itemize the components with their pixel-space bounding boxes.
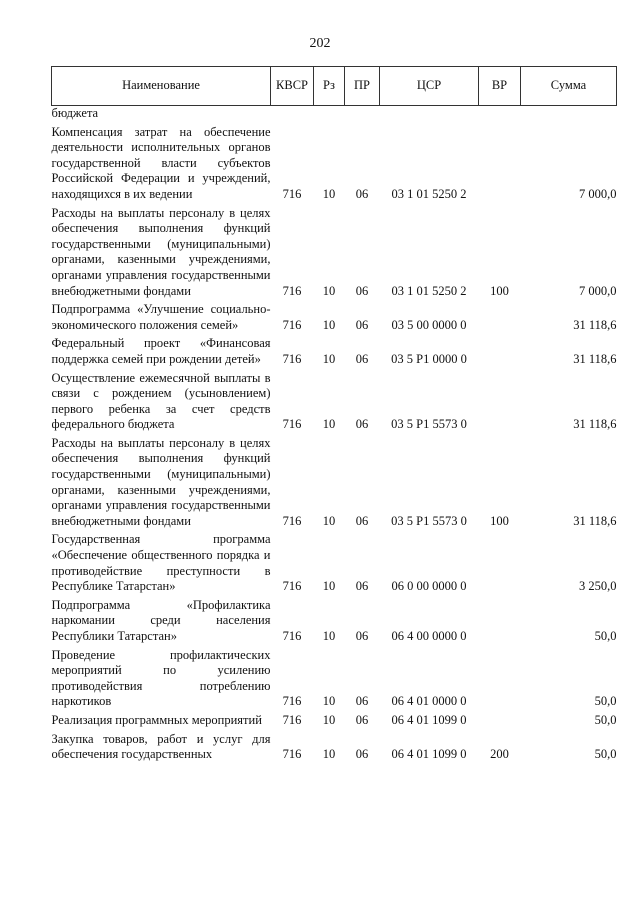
cell-vr	[479, 106, 521, 125]
cell-kvsr: 716	[282, 317, 302, 332]
header-kvsr: КВСР	[271, 67, 314, 106]
cell-name: Расходы на выплаты персоналу в целях обеспечения выполнения функций государственными (муниципальными) органами, казенными учреждениями, органами управления государственными внебюджетными фондами	[51, 205, 271, 298]
cell-vr	[479, 648, 521, 713]
table-row	[52, 336, 617, 370]
cell-name: Закупка товаров, работ и услуг для обеспечения государственных	[51, 731, 271, 762]
cell-name: Подпрограмма «Профилактика наркомании среди населения Республики Татарстан»	[51, 597, 271, 643]
header-rz: Рз	[314, 67, 345, 106]
cell-kvsr: 716	[282, 351, 302, 366]
table-row	[52, 125, 617, 206]
cell-sum: 31 118,6	[573, 513, 617, 528]
cell-kvsr: 716	[282, 712, 302, 727]
cell-name: Федеральный проект «Финансовая поддержка семей при рождении детей»	[51, 336, 271, 366]
cell-sum: 3 250,0	[579, 579, 617, 594]
cell-name: Компенсация затрат на обеспечение деятельности исполнительных органов государственной власти субъектов Российской Федерации и учреждений, находящихся в их ведении	[51, 124, 271, 201]
cell-rz: 10	[322, 629, 336, 643]
cell-rz: 10	[322, 694, 336, 709]
cell-rz: 10	[322, 283, 336, 298]
cell-name: бюджета	[51, 106, 99, 120]
cell-csr: 03 5 P1 0000 0	[391, 351, 467, 366]
cell-kvsr: 716	[282, 513, 302, 528]
header-sum: Сумма	[521, 67, 617, 106]
cell-pr: 06	[355, 186, 369, 201]
cell-rz	[314, 106, 345, 125]
cell-sum: 31 118,6	[573, 351, 617, 366]
cell-kvsr: 716	[282, 629, 302, 643]
cell-sum: 31 118,6	[573, 317, 617, 332]
cell-name: Государственная программа «Обеспечение общественного порядка и противодействие преступности в Республике Татарстан»	[51, 532, 271, 594]
cell-vr	[479, 371, 521, 436]
page-number: 202	[309, 36, 331, 51]
cell-vr: 100	[490, 513, 509, 528]
cell-pr: 06	[355, 351, 369, 366]
cell-vr	[479, 302, 521, 336]
cell-csr: 06 0 00 0000 0	[391, 579, 467, 594]
cell-kvsr: 716	[282, 186, 302, 201]
cell-rz: 10	[322, 579, 336, 594]
cell-name: Осуществление ежемесячной выплаты в связи с рождением (усыновлением) первого ребенка за счет средств федерального бюджета	[51, 370, 271, 432]
cell-vr	[479, 125, 521, 206]
cell-csr: 06 4 01 1099 0	[391, 712, 467, 727]
cell-pr: 06	[355, 317, 369, 332]
cell-csr: 03 1 01 5250 2	[391, 283, 467, 298]
cell-kvsr: 716	[282, 747, 302, 762]
cell-rz: 10	[322, 417, 336, 432]
cell-name: Расходы на выплаты персоналу в целях обеспечения выполнения функций государственными (муниципальными) органами, казенными учреждениями, органами управления государственными внебюджетными фондами	[51, 435, 271, 528]
cell-sum: 50,0	[594, 629, 617, 643]
cell-kvsr	[271, 106, 314, 125]
cell-sum: 50,0	[594, 747, 617, 762]
cell-csr	[380, 106, 479, 125]
table-row	[52, 371, 617, 436]
cell-sum	[521, 106, 617, 125]
cell-pr: 06	[355, 417, 369, 432]
cell-csr: 06 4 01 1099 0	[391, 747, 467, 762]
cell-kvsr: 716	[282, 579, 302, 594]
cell-pr: 06	[355, 629, 369, 643]
cell-pr: 06	[355, 513, 369, 528]
cell-pr: 06	[355, 579, 369, 594]
cell-pr: 06	[355, 283, 369, 298]
cell-vr	[479, 336, 521, 370]
cell-csr: 06 4 01 0000 0	[391, 694, 467, 709]
cell-name: Реализация программных мероприятий	[51, 712, 262, 727]
cell-rz: 10	[322, 712, 336, 727]
cell-kvsr: 716	[282, 694, 302, 709]
header-vr: ВР	[479, 67, 521, 106]
table-row	[52, 532, 617, 597]
cell-vr	[479, 532, 521, 597]
cell-pr	[345, 106, 380, 125]
cell-vr	[479, 713, 521, 732]
cell-rz: 10	[322, 317, 336, 332]
header-name: Наименование	[52, 67, 271, 106]
header-pr: ПР	[345, 67, 380, 106]
table-row	[52, 598, 617, 648]
cell-csr: 03 5 00 0000 0	[391, 317, 467, 332]
table-header-row	[52, 67, 617, 106]
table-row	[52, 206, 617, 303]
cell-rz: 10	[322, 513, 336, 528]
cell-csr: 06 4 00 0000 0	[391, 629, 467, 643]
cell-kvsr: 716	[282, 283, 302, 298]
cell-rz: 10	[322, 351, 336, 366]
cell-sum: 31 118,6	[573, 417, 617, 432]
budget-table	[51, 66, 617, 766]
cell-vr	[479, 598, 521, 648]
cell-kvsr: 716	[282, 417, 302, 432]
cell-sum: 7 000,0	[579, 186, 617, 201]
cell-name: Подпрограмма «Улучшение социально-экономического положения семей»	[51, 302, 271, 332]
header-csr: ЦСР	[380, 67, 479, 106]
cell-name: Проведение профилактических мероприятий по усилению противодействия потреблению наркотиков	[51, 647, 271, 709]
table-row	[52, 436, 617, 533]
table-row	[52, 713, 617, 732]
cell-vr: 100	[490, 283, 509, 298]
table-row	[52, 106, 617, 125]
cell-csr: 03 5 P1 5573 0	[391, 513, 467, 528]
table-row	[52, 302, 617, 336]
cell-pr: 06	[355, 747, 369, 762]
cell-rz: 10	[322, 186, 336, 201]
table-row	[52, 732, 617, 766]
cell-csr: 03 1 01 5250 2	[391, 186, 467, 201]
cell-vr: 200	[490, 747, 509, 762]
cell-rz: 10	[322, 747, 336, 762]
table-row	[52, 648, 617, 713]
cell-sum: 50,0	[594, 712, 617, 727]
cell-sum: 50,0	[594, 694, 617, 709]
cell-sum: 7 000,0	[579, 283, 617, 298]
cell-csr: 03 5 P1 5573 0	[391, 417, 467, 432]
cell-pr: 06	[355, 712, 369, 727]
cell-pr: 06	[355, 694, 369, 709]
